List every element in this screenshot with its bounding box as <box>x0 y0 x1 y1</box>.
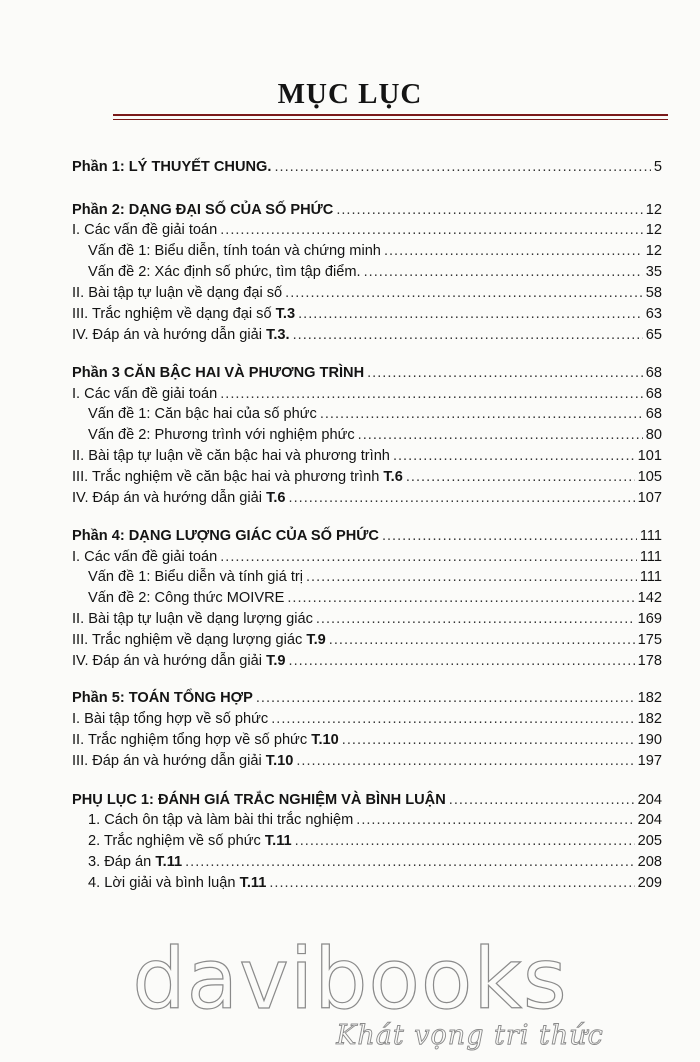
toc-entry <box>0 525 662 545</box>
toc-leader-dots <box>293 326 643 344</box>
toc-entry-label <box>72 527 379 545</box>
toc-entry-label <box>72 305 295 323</box>
toc-entry-label <box>72 610 313 628</box>
toc-entry-label <box>72 326 290 344</box>
toc-entry-title: 2. Trắc nghiệm về số phức <box>88 833 265 849</box>
toc-entry-title: Phần 5: TOÁN TỔNG HỢP <box>72 690 253 706</box>
toc-entry-label <box>88 242 381 260</box>
toc-page-number: 111 <box>639 528 662 544</box>
toc-page-number: 182 <box>637 711 662 727</box>
toc-entry <box>0 240 662 260</box>
toc-entry-title: 4. Lời giải và bình luận <box>88 875 240 891</box>
toc-entry-label <box>88 589 284 607</box>
toc-page-number: 142 <box>637 590 662 606</box>
toc-entry-test-tag: T.3. <box>266 327 290 343</box>
toc-entry <box>0 608 662 628</box>
toc-leader-dots <box>289 652 635 670</box>
toc-page-number: 101 <box>637 448 662 464</box>
toc-entry <box>0 466 662 486</box>
watermark-slogan: Khát vọng tri thức <box>336 1020 604 1051</box>
toc-entry <box>0 750 662 770</box>
toc-page-number: 68 <box>645 386 662 402</box>
toc-leader-dots <box>316 610 635 628</box>
toc-entry-label <box>88 405 317 423</box>
toc-entry <box>0 809 662 829</box>
toc-leader-dots <box>220 221 643 239</box>
toc-entry-test-tag: T.6 <box>383 469 403 485</box>
toc-entry-title: II. Trắc nghiệm tổng hợp về số phức <box>72 732 312 748</box>
toc-entry-title: I. Các vấn đề giải toán <box>72 549 218 565</box>
toc-entry-test-tag: T.9 <box>306 632 326 648</box>
toc-entry-title: Vấn đề 1: Căn bậc hai của số phức <box>88 406 317 422</box>
toc-leader-dots <box>342 731 635 749</box>
toc-page-number: 105 <box>637 469 662 485</box>
toc-page-number: 111 <box>639 549 662 565</box>
toc-entry <box>0 729 662 749</box>
toc-entry-label <box>72 201 333 219</box>
toc-leader-dots <box>336 201 642 219</box>
toc-entry <box>0 424 662 444</box>
toc-leader-dots <box>274 158 650 176</box>
toc-leader-dots <box>285 284 643 302</box>
toc-entry-label <box>88 568 303 586</box>
toc-page-number: 190 <box>637 732 662 748</box>
toc-page-number: 197 <box>637 753 662 769</box>
toc-entry <box>0 566 662 586</box>
toc-leader-dots <box>289 489 635 507</box>
toc-entry <box>0 303 662 323</box>
toc-leader-dots <box>295 832 635 850</box>
toc-leader-dots <box>256 689 635 707</box>
toc-entry-test-tag: T.6 <box>266 490 286 506</box>
toc-page-number: 12 <box>645 243 662 259</box>
toc-entry-label <box>72 284 282 302</box>
toc-page-number: 12 <box>645 202 662 218</box>
toc-entry-test-tag: T.9 <box>266 653 286 669</box>
toc-entry-label <box>88 426 355 444</box>
watermark-brand: davibooks <box>132 930 568 1028</box>
toc-leader-dots <box>358 426 643 444</box>
toc-entry <box>0 261 662 281</box>
toc-page-number: 209 <box>637 875 662 891</box>
toc-entry-test-tag: T.3 <box>275 306 296 322</box>
toc-leader-dots <box>406 468 635 486</box>
toc-page-number: 178 <box>637 653 662 669</box>
toc-entry-label <box>88 832 292 850</box>
toc-entry <box>0 199 662 219</box>
toc-entry <box>0 383 662 403</box>
toc-page-number: 63 <box>645 306 662 322</box>
toc-entry-title: Phần 4: DẠNG LƯỢNG GIÁC CỦA SỐ PHỨC <box>72 528 379 544</box>
toc-leader-dots <box>449 791 635 809</box>
toc-entry-title: Phần 1: LÝ THUYẾT CHUNG. <box>72 159 272 175</box>
toc-leader-dots <box>287 589 634 607</box>
toc-leader-dots <box>364 263 643 281</box>
toc-entry-title: I. Các vấn đề giải toán <box>72 386 218 402</box>
toc-entry-label <box>72 221 217 239</box>
toc-leader-dots <box>329 631 635 649</box>
toc-entry-label <box>72 731 339 749</box>
toc-entry <box>0 445 662 465</box>
toc-entry-label <box>88 263 361 281</box>
toc-entry-title: IV. Đáp án và hướng dẫn giải <box>72 327 267 343</box>
toc-entry-label <box>72 710 268 728</box>
toc-page-number: 182 <box>637 690 662 706</box>
toc-leader-dots <box>220 385 643 403</box>
toc-entry-title: II. Bài tập tự luận về căn bậc hai và phương trình <box>72 448 390 464</box>
toc-page-number: 35 <box>645 264 662 280</box>
toc-page-number: 107 <box>637 490 662 506</box>
toc-entry-label <box>72 689 253 707</box>
toc-entry-title: 3. Đáp án <box>88 854 156 870</box>
toc-leader-dots <box>356 811 634 829</box>
toc-entry-test-tag: T.11 <box>155 854 183 870</box>
toc-leader-dots <box>296 752 634 770</box>
toc-page-number: 58 <box>645 285 662 301</box>
toc-page-number: 204 <box>637 812 662 828</box>
toc-entry-label <box>72 468 403 486</box>
toc-entry-label <box>72 652 286 670</box>
toc-entry-title: II. Bài tập tự luận về dạng đại số <box>72 285 283 301</box>
toc-entry <box>0 687 662 707</box>
toc-entry-title: Vấn đề 1: Biểu diễn và tính giá trị <box>88 569 303 585</box>
toc-entry-title: IV. Đáp án và hướng dẫn giải <box>72 653 267 669</box>
toc-entry-title: III. Trắc nghiệm về căn bậc hai và phương trình <box>72 469 384 485</box>
toc-entry-label <box>72 791 446 809</box>
toc-entry-title: III. Trắc nghiệm về dạng đại số <box>72 306 276 322</box>
toc-entry-title: PHỤ LỤC 1: ĐÁNH GIÁ TRẮC NGHIỆM VÀ BÌNH LUẬN <box>72 792 446 808</box>
toc-page-number: 68 <box>645 406 662 422</box>
toc-entry <box>0 650 662 670</box>
toc-entry-title: Vấn đề 2: Công thức MOIVRE <box>88 590 285 606</box>
toc-entry-test-tag: T.11 <box>264 833 292 849</box>
toc-page-number: 204 <box>637 792 662 808</box>
toc-entry-title: 1. Cách ôn tập và làm bài thi trắc nghiệm <box>88 812 354 828</box>
toc-entry <box>0 282 662 302</box>
toc-entry-test-tag: T.10 <box>265 753 294 769</box>
toc-entry <box>0 708 662 728</box>
toc-page-number: 5 <box>653 159 662 175</box>
toc-entry-label <box>72 489 286 507</box>
toc-entry-label <box>72 752 293 770</box>
toc-page-number: 12 <box>645 222 662 238</box>
toc-entry <box>0 546 662 566</box>
toc-entry-title: Vấn đề 2: Xác định số phức, tìm tập điểm. <box>88 264 361 280</box>
toc-entry-title: Vấn đề 1: Biểu diễn, tính toán và chứng minh <box>88 243 381 259</box>
toc-leader-dots <box>382 527 637 545</box>
toc-page-number: 175 <box>637 632 662 648</box>
toc-entry-label <box>72 447 390 465</box>
toc-page-number: 68 <box>645 365 662 381</box>
toc-page-number: 65 <box>645 327 662 343</box>
toc-entry <box>0 403 662 423</box>
toc-entry-title: III. Đáp án và hướng dẫn giải <box>72 753 266 769</box>
toc-entry-label <box>72 364 364 382</box>
toc-leader-dots <box>271 710 634 728</box>
toc-entry-test-tag: T.11 <box>239 875 267 891</box>
toc-entry <box>0 487 662 507</box>
toc-entry-title: I. Các vấn đề giải toán <box>72 222 218 238</box>
toc-entry <box>0 324 662 344</box>
toc-page-number: 111 <box>639 569 662 585</box>
toc-entry-label <box>88 853 182 871</box>
toc-entry-title: I. Bài tập tổng hợp về số phức <box>72 711 269 727</box>
toc-leader-dots <box>269 874 634 892</box>
toc-entry <box>0 219 662 239</box>
toc-entry <box>0 789 662 809</box>
page-title: MỤC LỤC <box>277 78 423 110</box>
toc-leader-dots <box>298 305 643 323</box>
toc-entry-title: II. Bài tập tự luận về dạng lượng giác <box>72 611 313 627</box>
toc-leader-dots <box>393 447 635 465</box>
toc-page-number: 205 <box>637 833 662 849</box>
toc-page-number: 208 <box>637 854 662 870</box>
toc-entry-label <box>72 385 217 403</box>
toc-entry <box>0 851 662 871</box>
toc-entry-label <box>72 631 326 649</box>
toc-leader-dots <box>306 568 637 586</box>
toc-entry <box>0 629 662 649</box>
toc-entry-title: IV. Đáp án và hướng dẫn giải <box>72 490 267 506</box>
toc-leader-dots <box>220 548 637 566</box>
toc-entry-title: Vấn đề 2: Phương trình với nghiệm phức <box>88 427 355 443</box>
toc-page-number: 80 <box>645 427 662 443</box>
toc-entry <box>0 156 662 176</box>
toc-leader-dots <box>185 853 635 871</box>
toc-entry-label <box>88 874 266 892</box>
toc-leader-dots <box>384 242 643 260</box>
toc-entry-test-tag: T.10 <box>311 732 339 748</box>
toc-entry-label <box>72 158 271 176</box>
toc-entry <box>0 587 662 607</box>
toc-page-number: 169 <box>637 611 662 627</box>
toc-leader-dots <box>320 405 643 423</box>
toc-entry-label <box>72 548 217 566</box>
toc-entry-label <box>88 811 353 829</box>
toc-entry <box>0 830 662 850</box>
toc-entry <box>0 872 662 892</box>
toc-entry-title: Phần 3 CĂN BẬC HAI VÀ PHƯƠNG TRÌNH <box>72 365 365 381</box>
toc-leader-dots <box>367 364 643 382</box>
toc-entry <box>0 362 662 382</box>
toc-entry-title: Phần 2: DẠNG ĐẠI SỐ CỦA SỐ PHỨC <box>72 202 334 218</box>
toc-entry-title: III. Trắc nghiệm về dạng lượng giác <box>72 632 307 648</box>
